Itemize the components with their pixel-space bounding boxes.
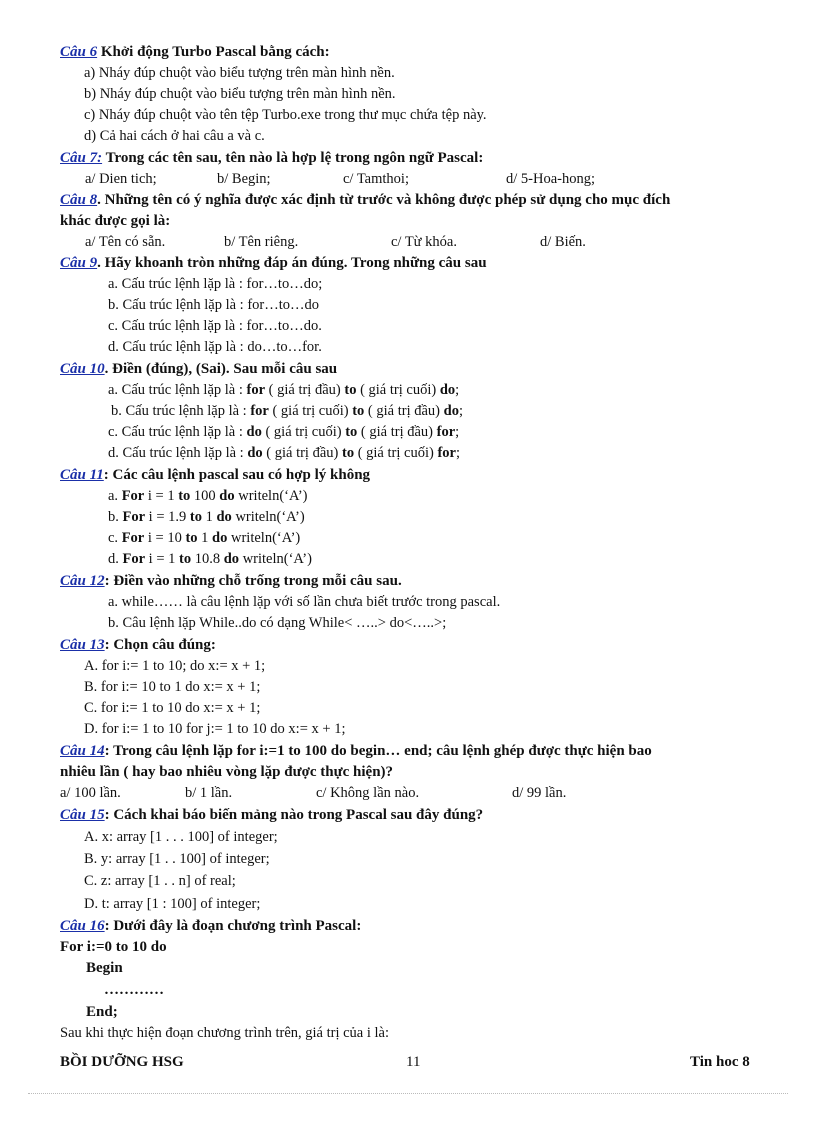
keyword: For [121,488,145,504]
question-text: . Điền (đúng), (Sai). Sau mỗi câu sau [104,361,338,377]
option [108,380,770,401]
option: a. while…… là câu lệnh lặp với số lần chưa biết trước trong pascal. [108,594,501,610]
options-row [60,169,770,190]
option: b/ Begin; [217,171,271,187]
option [108,507,770,528]
option-end: writeln(‘A’) [234,488,308,504]
option-end: ; [455,382,460,398]
page-divider [28,1093,788,1094]
question-label: Câu 6 [60,44,98,60]
question-text: : Các câu lệnh pascal sau có hợp lý không [103,467,371,483]
option [108,422,770,443]
keyword: For [122,509,146,525]
code-line: Begin [86,960,123,976]
option-mid: i = 1.9 [145,509,190,525]
option-mid: i = 1 [144,488,179,504]
question-label: Câu 7: [60,150,103,166]
option: b. Câu lệnh lặp While..do có dạng While< …..> do<…..>; [108,615,447,631]
option [108,443,770,464]
keyword: to [352,403,365,419]
option: b. Cấu trúc lệnh lặp là : for…to…do [108,297,320,313]
question-text: : Điền vào những chỗ trống trong mỗi câu sau. [104,573,402,589]
keyword: do [223,551,240,567]
keyword: for [250,403,269,419]
option: A. x: array [1 . . . 100] of integer; [84,829,278,845]
question-16 [60,916,770,937]
option: a. Cấu trúc lệnh lặp là : for…to…do; [108,276,323,292]
option: b) Nháy đúp chuột vào biểu tượng trên màn hình nền. [84,86,396,102]
question-label: Câu 15 [60,807,105,823]
keyword: to [185,530,198,546]
option [108,486,770,507]
question-12 [60,571,770,592]
keyword: do [219,488,235,504]
question-label: Câu 16 [60,918,105,934]
footer-left: BỒI DƯỠNG HSG [60,1054,184,1070]
option-prefix: a. [108,488,122,504]
option-mid: ( giá trị cuối) [354,445,438,461]
option: d) Cả hai cách ở hai câu a và c. [84,128,265,144]
keyword: do [212,530,228,546]
option-mid: ( giá trị đầu) [357,424,437,440]
keyword: do [247,445,263,461]
option: A. for i:= 1 to 10; do x:= x + 1; [84,658,266,674]
option: c/ Tamthoi; [343,171,409,187]
keyword: to [345,424,358,440]
question-text: Trong các tên sau, tên nào là hợp lệ trong ngôn ngữ Pascal: [102,150,484,166]
option-mid: 100 [190,488,220,504]
keyword: to [178,488,191,504]
option: a/ 100 lần. [60,785,121,801]
page-number: 11 [406,1054,421,1070]
keyword: for [436,424,456,440]
option-mid: ( giá trị đầu) [364,403,444,419]
question-label: Câu 10 [60,361,105,377]
keyword: to [341,445,355,461]
keyword: For [121,530,145,546]
question-label: Câu 12 [60,573,105,589]
question-text: : Cách khai báo biến mảng nào trong Pascal sau đây đúng? [104,807,484,823]
option: b/ Tên riêng. [224,234,299,250]
option: c. Cấu trúc lệnh lặp là : for…to…do. [108,318,322,334]
option-mid: i = 1 [145,551,180,567]
question-text-continued: nhiêu lần ( hay bao nhiêu vòng lặp được thực hiện)? [60,764,394,780]
option-end: writeln(‘A’) [227,530,301,546]
option-mid: 10.8 [191,551,224,567]
footer-right: Tin hoc 8 [690,1054,750,1070]
option: C. z: array [1 . . n] of real; [84,873,236,889]
keyword: do [246,424,262,440]
question-text: : Dưới đây là đoạn chương trình Pascal: [104,918,362,934]
keyword: to [344,382,357,398]
option: B. y: array [1 . . 100] of integer; [84,851,270,867]
option-mid: 1 [201,509,217,525]
option-prefix: b. Cấu trúc lệnh lặp là : [111,403,251,419]
question-11 [60,465,770,486]
code-line: End; [86,1004,118,1020]
option-end: writeln(‘A’) [231,509,305,525]
code-line: For i:=0 to 10 do [60,939,167,955]
question-7 [60,148,770,169]
option-mid: ( giá trị cuối) [268,403,353,419]
keyword: to [189,509,202,525]
question-10 [60,359,770,380]
option: a) Nháy đúp chuột vào biểu tượng trên màn hình nền. [84,65,395,81]
option-mid: i = 10 [144,530,186,546]
question-9 [60,253,770,274]
options-row [60,232,770,253]
option: d/ 5-Hoa-hong; [506,171,595,187]
option-end: writeln(‘A’) [239,551,312,567]
option-prefix: d. Cấu trúc lệnh lặp là : [108,445,248,461]
option-end: ; [455,445,460,461]
option-end: ; [455,424,460,440]
option [108,528,770,549]
question-6 [60,42,770,63]
keyword: do [216,509,232,525]
option-mid: ( giá trị cuối) [356,382,440,398]
question-13 [60,635,770,656]
question-label: Câu 14 [60,743,105,759]
option: d/ 99 lần. [512,785,567,801]
option: a/ Dien tich; [85,171,157,187]
question-label: Câu 9 [60,255,98,271]
option-mid: 1 [197,530,213,546]
question-text: Khởi động Turbo Pascal bằng cách: [97,44,330,60]
option: c/ Từ khóa. [391,234,457,250]
option: C. for i:= 1 to 10 do x:= x + 1; [84,700,261,716]
option: c) Nháy đúp chuột vào tên tệp Turbo.exe trong thư mục chứa tệp này. [84,107,487,123]
question-label: Câu 8 [60,192,98,208]
option: D. for i:= 1 to 10 for j:= 1 to 10 do x:= x + 1; [84,721,346,737]
option [108,549,770,570]
code-line: ………… [104,982,164,998]
options-row [60,783,770,804]
keyword: For [122,551,146,567]
option-mid: ( giá trị đầu) [265,382,345,398]
option-prefix: b. [108,509,123,525]
option: B. for i:= 10 to 1 do x:= x + 1; [84,679,261,695]
keyword: for [246,382,266,398]
question-label: Câu 11 [60,467,104,483]
keyword: do [439,382,456,398]
keyword: do [443,403,459,419]
question-text: : Trong câu lệnh lặp for i:=1 to 100 do begin… end; câu lệnh ghép được thực hiện bao [104,743,652,759]
option-mid: ( giá trị đầu) [262,445,342,461]
question-text: . Hãy khoanh tròn những đáp án đúng. Trong những câu sau [97,255,487,271]
question-8 [60,190,770,211]
option: D. t: array [1 : 100] of integer; [84,896,261,912]
option-end: ; [458,403,463,419]
option: b/ 1 lần. [185,785,233,801]
question-text-continued: Sau khi thực hiện đoạn chương trình trên, giá trị của i là: [60,1025,390,1041]
question-text: . Những tên có ý nghĩa được xác định từ trước và không được phép sử dụng cho mục đích [97,192,671,208]
keyword: for [437,445,456,461]
question-14 [60,741,770,762]
option-prefix: c. [108,530,122,546]
keyword: to [179,551,192,567]
option-mid: ( giá trị cuối) [261,424,346,440]
option-prefix: a. Cấu trúc lệnh lặp là : [108,382,247,398]
question-15 [60,805,770,826]
option: d. Cấu trúc lệnh lặp là : do…to…for. [108,339,322,355]
option: d/ Biến. [540,234,586,250]
question-label: Câu 13 [60,637,105,653]
question-text: : Chọn câu đúng: [104,637,216,653]
option: c/ Không lần nào. [316,785,420,801]
option-prefix: c. Cấu trúc lệnh lặp là : [108,424,247,440]
option: a/ Tên có sẵn. [85,234,166,250]
question-text-continued: khác được gọi là: [60,213,171,229]
option [111,401,770,422]
option-prefix: d. [108,551,123,567]
